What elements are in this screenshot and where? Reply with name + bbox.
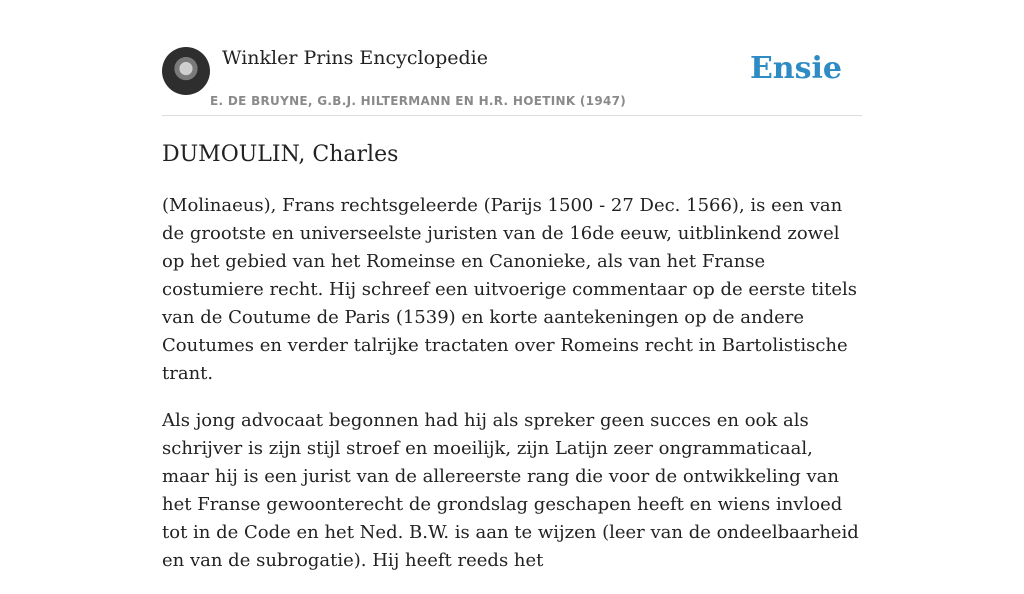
article-title: DUMOULIN, Charles: [162, 142, 399, 167]
publication-authors: E. DE BRUYNE, G.B.J. HILTERMANN EN H.R. HOETINK (1947): [210, 94, 627, 108]
page: [162, 0, 862, 571]
publication-title[interactable]: Winkler Prins Encyclopedie: [222, 47, 488, 69]
author-avatar: [162, 47, 210, 95]
article-body: [162, 192, 862, 594]
article-paragraph: Als jong advocaat begonnen had hij als spreker geen succes en ook als schrijver is zijn stijl stroef en moeilijk, zijn Latijn zeer ongrammaticaal, maar hij is een jurist van de allereerste rang die voor de ontwikkeling van het Franse gewoonterecht de grondslag geschapen heeft en wiens invloed tot in de Code en het Ned. B.W. is aan te wijzen (leer van de ondeelbaarheid en van de subrogatie). Hij heeft reeds het: [162, 410, 859, 571]
publication-header: [162, 0, 862, 116]
ensie-logo[interactable]: Ensie: [749, 51, 842, 86]
article-paragraph: (Molinaeus), Frans rechtsgeleerde (Parijs 1500 - 27 Dec. 1566), is een van de grootste en universeelste juristen van de 16de eeuw, uitblinkend zowel op het gebied van het Romeinse en Canonieke, als van het Franse costumiere recht. Hij schreef een uitvoerige commentaar op de eerste titels van de Coutume de Paris (1539) en korte aantekeningen op de andere Coutumes en verder talrijke tractaten over Romeins recht in Bartolistische trant.: [162, 195, 858, 384]
